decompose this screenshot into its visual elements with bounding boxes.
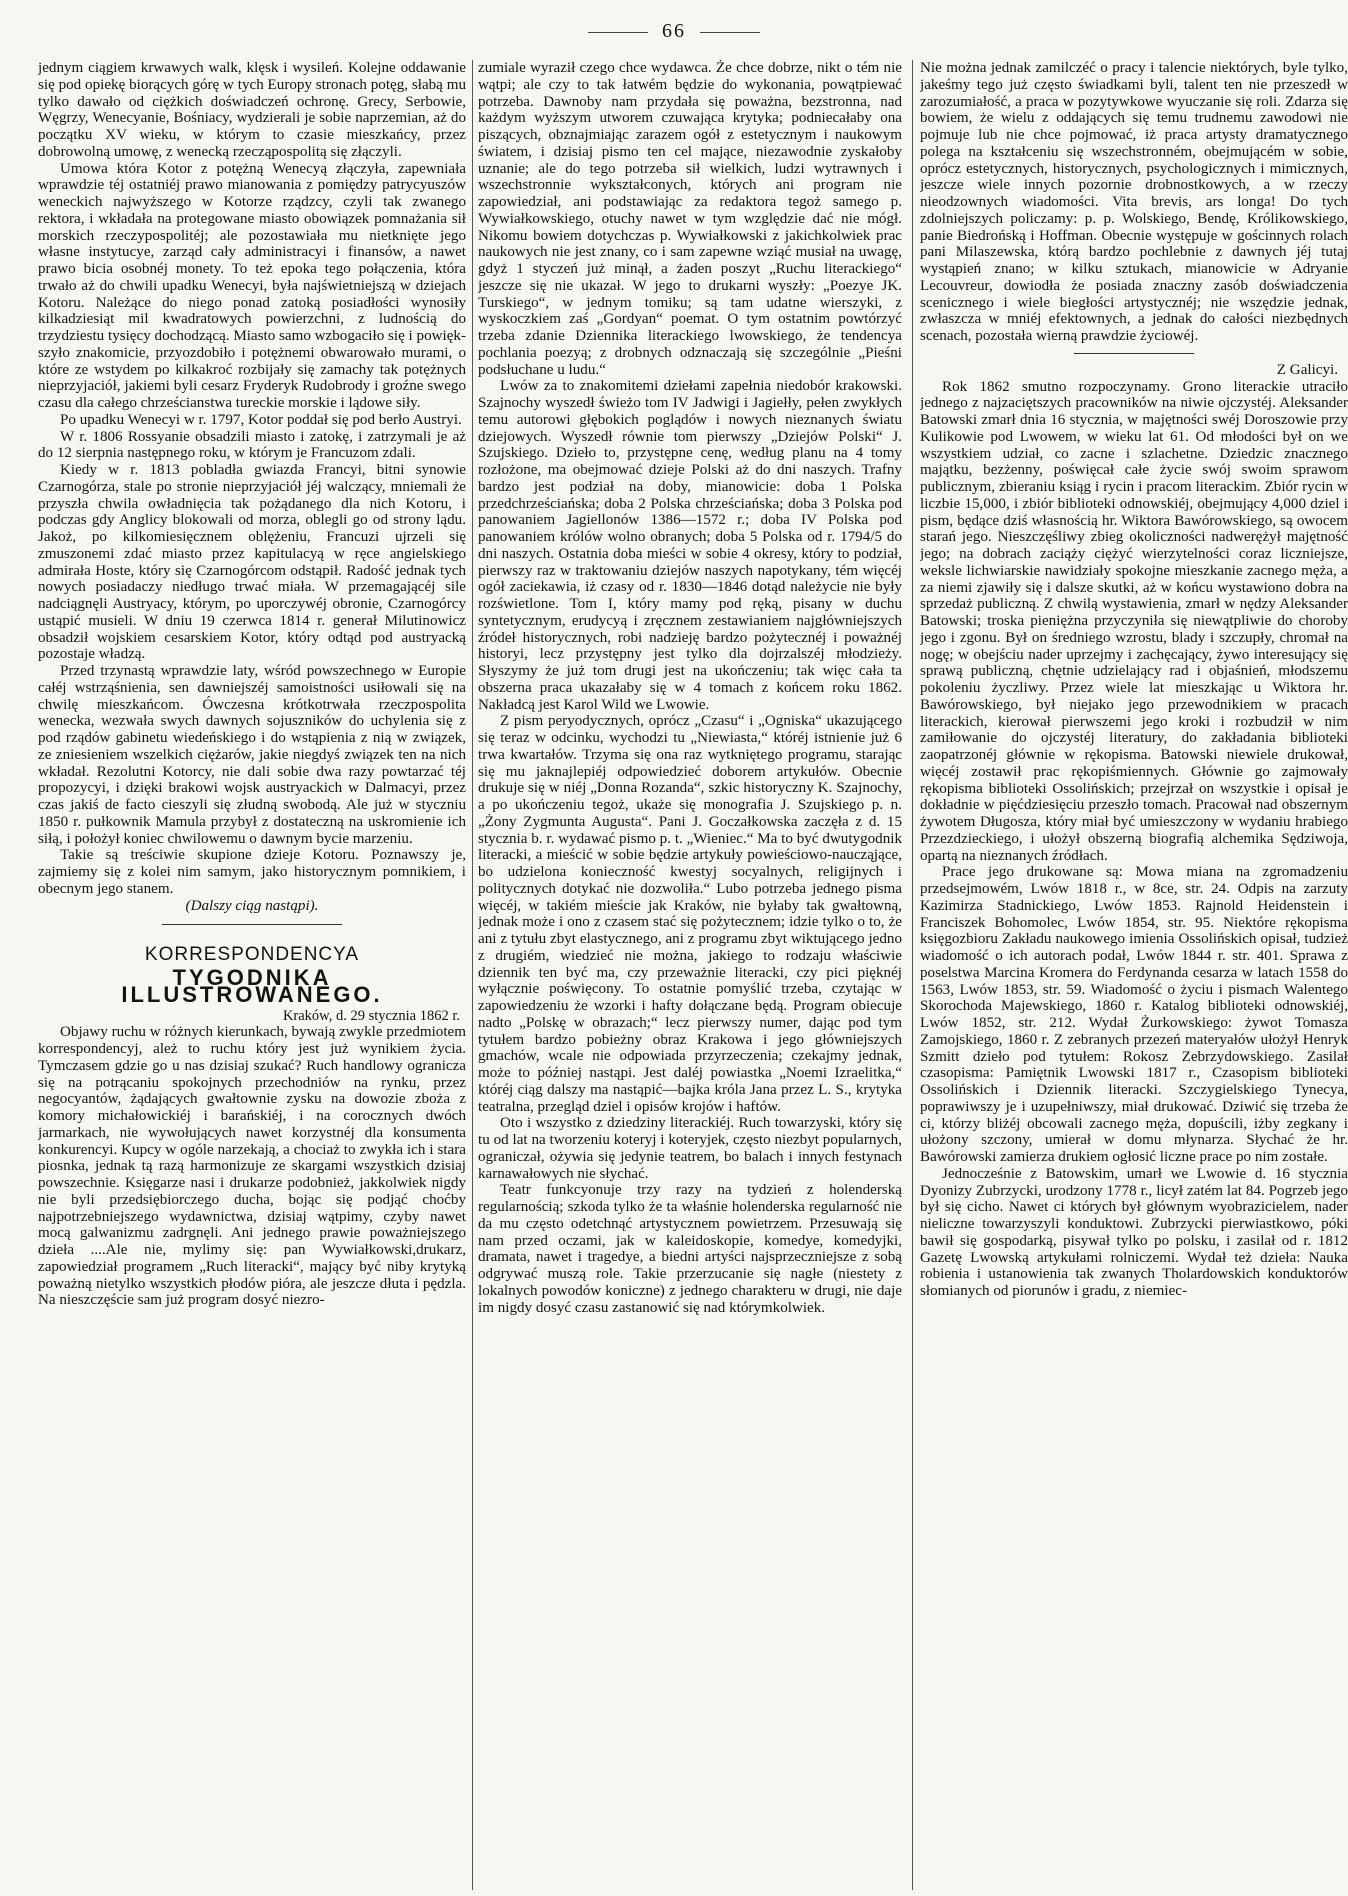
paragraph: Przed trzynastą wprawdzie laty, wśród powszechnego w Europie całéj wstrząśnienia, sen dawniejszéj samoistności usiłowali się na chwilę mieszkańcom. Ówczesna krótkotrwała rzeczpospolita wenecka, wezwała swych dawnych sojuszników do uchylenia się z pod rządów gabinetu wiedeńskiego i do wstąpienia z nią w związek, ze zniesieniem wszelkich ciężarów, jakie niegdyś związek ten na nich wkładał. Rezolutni Kotorcy, nie dali sobie dwa razy powtarzać téj propozycyi, i dzięki brakowi wojsk austryackich w Dalmacyi, przez czas jakiś de facto cieszyli się złudną swobodą. Ale już w styczniu 1850 r. pułkownik Mamula przybył z dostateczną na uskromienie ich siłą, i położył koniec chwilowemu o dawnym bycie marzeniu. bbox=[38, 663, 466, 847]
paragraph: Teatr funkcyonuje trzy razy na tydzień z holenderską regularnością; szkoda tylko że ta właśnie holenderska regularność nie da mu często odetchnąć artystycznem powietrzem. Przesuwają się nam przed oczami, jak w kaleidoskopie, komedye, komedyjki, dramata, nawet i tragedye, a biedni artyści najsprzeczniejsze z sobą odgrywać muszą role. Takie przerzucanie się nagłe (niestety z lokalnych powodów koniczne) z jednego charakteru w drugi, nie daje im nigdy dosyć czasu zastanowić się nad którymkolwiek. bbox=[478, 1182, 902, 1316]
paragraph: jednym ciągiem krwawych walk, klęsk i wysileń. Kolejne oddawanie się pod opiekę biorących górę w tych Europy stronach potęg, słabą mu tylko dawało od ciężkich doświadczeń ochronę. Grecy, Serbowie, Węgrzy, Wenecyanie, Bośniacy, wydzierali je sobie naprzemian, aż do początku XV wieku, w którym to czasie mieszkańcy, przez dobrowolną umowę, z wenecką rzecząpospolitą się złączyli. bbox=[38, 60, 466, 160]
column-2 bbox=[478, 60, 902, 1890]
section-divider bbox=[1074, 353, 1194, 354]
paragraph: W r. 1806 Rossyanie obsadzili miasto i zatokę, i zatrzymali je aż do 12 sierpnia następnego roku, w którym je Francuzom zdali. bbox=[38, 428, 466, 462]
dateline: Kraków, d. 29 stycznia 1862 r. bbox=[282, 1007, 460, 1024]
column-3 bbox=[920, 60, 1348, 1890]
paragraph: Z pism peryodycznych, oprócz „Czasu“ i „Ogniska“ ukazującego się teraz w odcinku, wychodzi tu „Niewiasta,“ któréj istnienie już 6 trwa kwartałów. Trzyma się ona raz wytkniętego programu, starając się mu jaknajlepiéj odpowiedzieć doborem artykułów. Obecnie drukuje się w niéj „Donna Rozanda“, szkic historyczny K. Szajnochy, a po ukończeniu tegoż, ukaże się monografia J. Szujskiego p. n. „Żony Zygmunta Augusta“. Pani J. Goczałkowska zaczęła z d. 15 stycznia b. r. wydawać pismo p. t. „Wieniec.“ Ma to być dwutygodnik literacki, a mieścić w sobie będzie artykuły powieściowo-naucząjące, bo udzielona konieczność kwestyj socyalnych, religijnych i politycznych dotykać nie dozwoliła.“ Lubo potrzeba jednego pisma więcéj, w takiém mieście jak Kraków, nie byłaby tak gwałtowną, jednak może i ono z czasem stać się pożytecznem; idzie tylko o to, że ani z tytułu zbyt elastycznego, ani z programu zbyt wiktującego jedno z drugiém, wiedzieć nie można, jakiego to rodzaju właściwie dziennik ten być ma, czy przeważnie literacki, czy pici pięknéj wyłącznie poświęcony. To ostatnie pomyślić trzeba, czytając w zapowiedzeniu że wzorki i hafty dołączane będą. Program obiecuje nadto „Polskę w obrazach;“ lecz pierwszy numer, dając pod tym tytułem bardzo pobieżny obraz Krakowa i jego główniejszych gmachów, wcale nie odpowiada przyrzeczenia; czekajmy jednak, może to później nastąpi. Jest daléj powiastka „Noemi Izraelitka,“ któréj ciąg dalszy ma nastąpić—bajka króla Jana przez L. S., krytyka teatralna, przegląd dziel i opisów krojów i haftów. bbox=[478, 713, 902, 1115]
section-title: KORRESPONDENCYA bbox=[144, 944, 360, 966]
paragraph: Kiedy w r. 1813 pobladła gwiazda Francyi, bitni synowie Czarnogórza, stale po stronie nieprzyjaciół jéj walczący, mniemali że przyszła chwila owładnięcia tak pożądanego dla nich Kotoru, i podczas gdy Anglicy blokowali od morza, oblegli go od strony lądu. Jakoż, po kilkomiesięcznem oblężeniu, Francuzi ujrzeli się zmuszonemi zdać miasto przez kapitulacyą w ręce angielskiego admirała Hoste, który się Czarnogórcom odstąpił. Radość jednak tych nowych posiadaczy niedługo trwać miała. W przemagającéj sile nadciągnęli Austryacy, którym, po uporczywéj obronie, Czarnogórcy ustąpić musieli. W dniu 19 czerwca 1814 r. generał Milutinowicz obsadził wojskiem cesarskiem Kotor, który odtąd pod austryacką pozostaje władzą. bbox=[38, 462, 466, 663]
page-number: 66 bbox=[0, 20, 1348, 43]
column-rule bbox=[912, 60, 913, 1890]
paragraph: Rok 1862 smutno rozpoczynamy. Grono literackie utraciło jednego z najzaciętszych pracowników na niwie ojczystéj. Aleksander Batowski zmarł dnia 16 stycznia, w majętności swéj Doroszowie przy Kulikowie pod Lwowem, w wieku lat 61. Od młodości był on we wszystkiem udział, co zacne i szlachetne. Dziedzic znacznego majątku, bezżenny, poświęcał całe życie swój swoim sprawom publicznym, zbieraniu ksiąg i rycin i pracom literackim. Zbiór rycin w liczbie 15,000, i zbiór biblioteki odnowskiéj, obejmujący 4,000 dziel i pism, będące dziś własnością hr. Wiktora Bawórowskiego, są owocem starań jego. Nieszczęśliwy zbieg okoliczności nadwerężył majętność jego; na dobrach zaciąży ciężyć wierzytelności coraz liczniejsze, weksle lichwiarskie nawidziały spokojne mieszkanie zacnego męża, a za niemi zjawiły się i dalsze skutki, aż w końcu wystawiono dobra na sprzedaż publiczną. Z chwilą wystawienia, zmarł w nędzy Aleksander Batowski; troska pieniężna przyczyniła się niewątpliwie do choroby jego i zgonu. Był on średniego wzrostu, blady i szczupły, chromał na nogę; w obejściu nader uprzejmy i zachęcający, żywo interesujący się sprawą publiczną, chętnie udzielający rad i objaśnień, młodszemu pokoleniu życzliwy. Przez wiele lat mieszkając u Wiktora hr. Bawórowskiego, był niejako jego przewodnikiem w pracach literackich, kierował pierwszemi jego kroki i rozbudził w nim zamiłowanie do ojczystéj literatury, do zakładania biblioteki zaopatrzonéj głównie w rękopisma. Batowski niewiele drukował, więcéj zostawił prac rękopiśmiennych. Głównie go zajmowały rękopisma biblioteki Ossolińskich; przejrzał on wszystkie i opisał je dokładnie w pięćdziesięciu przeszło tomach. Pracował nad obszernym żywotem Długosza, który miał być umieszczony w wydaniu hrabiego Przezdzieckiego, i ułożył obszerną biografią alchemika Sędziwoja, opartą na nieznanych źródłach. bbox=[920, 378, 1348, 864]
paragraph: Po upadku Wenecyi w r. 1797, Kotor poddał się pod berło Austryi. bbox=[60, 411, 462, 428]
dateline: Z Galicyi. bbox=[1276, 361, 1338, 378]
section-divider bbox=[162, 924, 342, 925]
paragraph: Lwów za to znakomitemi dziełami zapełnia niedobór krakowski. Szajnochy wyszedł świeżo tom IV Jadwigi i Jagiełły, pełen zwykłych temu autorowi głębokich poglądów i nowych nieznanych światu dziejowych. Wyszedł równie tom pierwszy „Dziejów Polski“ J. Szujskiego. Dzieło to, przystępne cenę, według planu na 4 tomy rozłożone, ma obejmować dzieje Polski aż do dni naszych. Trafny bardzo jest podział na doby, mianowicie: doba 1 Polska przedchrześciańska; doba 2 Polska chrześciańska; doba 3 Polska pod panowaniem Jagiellonów 1386—1572 r.; doba IV Polska pod panowaniem królów wolno obranych; doba 5 Polska od r. 1794/5 do dni naszych. Ostatnia doba mieści w sobie 4 okresy, który to podział, pierwszy raz w traktowaniu dziejów naszych napotykany, tém więcéj ogół zaciekawia, iż czasy od r. 1830—1846 dotąd należycie nie były rozświetlone. Tom I, który mamy pod ręką, pisany w duchu syntetycznym, erudycyą i zręcznem zestawianiem najgłówniejszych źródeł historycznych, robi nadzieję bardzo pożytecznéj i poważnéj historyi, lecz przystępny jest tylko dla dojrzalszéj młodzieży. Słyszymy że już tom drugi jest na ukończeniu; tak więc cała ta obszerna praca ukazałaby się w 4 tomach z końcem roku 1862. Nakładcą jest Karol Wild we Lwowie. bbox=[478, 378, 902, 713]
paragraph: Takie są treściwie skupione dzieje Kotoru. Poznawszy je, zajmiemy się z kolei nim samym, jako historycznym pomnikiem, i obecnym jego stanem. bbox=[38, 847, 466, 897]
paragraph: Nie można jednak zamilczéć o pracy i talencie niektórych, byle tylko, jakeśmy tego już często świadkami byli, talent ten nie przeszedł w zarozumiałość, a praca w pozytywkowe wyuczanie się roli. Zdarza się bowiem, że wielu z oddających się temu trudnemu zawodowi nie pojmuje lub nie chce pojmować, iż praca artysty dramatycznego polega na kształceniu się wszechstronném, obejmującém w sobie, oprócz estetycznych, historycznych, psychologicznych i mimicznych, jeszcze wiele innych pozornie drobnostkowych, a w rzeczy nieodzownych wiadomości. Vita brevis, ars longa! Do tych zdolniejszych policzamy: p. p. Wolskiego, Bendę, Królikowskiego, panie Biedrońską i Hoffman. Obecnie występuje w gościnnych rolach pani Milaszewska, którą bardzo pochlebnie z dawnych jéj tutaj wystąpień znano; w kilku sztukach, mianowicie w Adryanie Lecouvreur, dowiodła że posiada znaczny zasób doświadczenia scenicznego i wiele biegłości artystycznéj; nie wszędzie jednak, zwłaszcza w mniéj efektownych, a jednak do całości niezbędnych scenach, pozostała wierną prawdzie życiowéj. bbox=[920, 60, 1348, 344]
paragraph: zumiale wyraził czego chce wydawca. Że chce dobrze, nikt o tém nie wątpi; ale czy to tak łatwém będzie do wykonania, powątpiewać potrzeba. Dawnoby nam przydała się poważna, bezstronna, nad każdym wyższym utworem czuwająca krytyka; podniecałaby ona piszących, obznajmiając zarazem ogół z estetycznym i naukowym światem, i dzisiaj pismo ten cel mające, niezawodnie zyskałoby uznanie; ale do tego potrzeba sił wielkich, ludzi wytrawnych i wszechstronnie wykształconych, których ani program nie zapowiedział, ani podstawiając za redaktora tegoż samego p. Wywiałkowskiego, otuchy nawet w tym względzie dać nie mógł. Nikomu bowiem dotychczas p. Wywiałkowski z jakichkolwiek prac naukowych nie jest znany, co i sam zapewne wziąć musiał na uwagę, gdyż 1 styczeń już minął, a żaden poszyt „Ruchu literackiego“ jeszcze się nie ukazał. W jego to drukarni wyszły: „Poezye JK. Turskiego“, w jednym tomiku; są tam udatne wierszyki, z wyskoczkiem zaś „Gordyan“ poemat. O tym ostatnim powtórzyć trzeba zdanie Dziennika literackiego lwowskiego, że tendencya pochlania poezyą; z drobnych odznaczają się szczególnie „Pieśni podsłuchane u ludu.“ bbox=[478, 60, 902, 378]
column-1 bbox=[38, 60, 466, 1890]
paragraph: Oto i wszystko z dziedziny literackiéj. Ruch towarzyski, który się tu od lat na tworzeniu koteryj i koteryjek, często niezbyt popularnych, ograniczał, ożywia się jedynie teatrem, bo balach i innych festynach karnawałowych nie słychać. bbox=[478, 1115, 902, 1182]
paragraph: Jednocześnie z Batowskim, umarł we Lwowie d. 16 stycznia Dyonizy Zubrzycki, urodzony 1778 r., licył zatém lat 84. Pogrzeb jego był się cicho. Nawet ci których był głównym wyobrazicielem, nader nieliczne towarzyszyli konduktowi. Zubrzycki pierwiastkowo, póki bawił się gospodarką, pisywał tylko po polsku, i zasilał od r. 1812 Gazetę Lwowską artykułami rolniczemi. Wydał też dzieła: Nauka robienia i ustanowienia tak zwanych Tholardowskich konduktorów słomianych od piorunów i gradu, z niemiec- bbox=[920, 1165, 1348, 1299]
column-rule bbox=[472, 60, 473, 1890]
masthead-title: TYGODNIKA ILLUSTROWANEGO. bbox=[121, 965, 383, 1007]
paragraph: Umowa która Kotor z potężną Wenecyą złączyła, zapewniała wprawdzie téj ostatniéj prawo mianowania z pomiędzy patrycyuszów weneckich najwyższego w Kotorze rządzcy, czyli tak zwanego rektora, i wkładała na protegowane miasto obowiązek pomnażania sił morskich rzeczypospolitéj; ale pozostawiała mu nietknięte jego własne instytucye, zarząd cały administracyi i finansów, a nawet prawo bicia osobnéj monety. To też epoka tego połączenia, która trwało aż do chwili upadku Wenecyi, była najświetniejszą w dziejach Kotoru. Należące do niego ponad zatoką posiadłości wynosiły kilkadziesiąt mil kwadratowych powierzchni, z ludnością do trzydziestu tysięcy dochodzącą. Miasto samo wzbogaciło się i powiększyło znakomicie, przyozdobiło i potężnemi obwarowało murami, o które ze wstydem po kilkakroć rozbijały się zamachy tak potężnych nieprzyjaciół, jakiemi byli cesarz Fryderyk Rudobrody i groźne swego czasu dla całego chrześcianstwa tureckie morskie i lądowe siły. bbox=[38, 160, 466, 411]
paragraph: Prace jego drukowane są: Mowa miana na zgromadzeniu przedsejmowém, Lwów 1818 r., w 8ce, str. 24. Odpis na zarzuty Kazimirza Stadnickiego, Lwów 1853. Rajnold Heidenstein i Franciszek Bohomolec, Lwów 1854, str. 95. Niektóre rękopisma księgozbioru Zakładu naukowego imienia Ossolińskich opisał, tudzież wiadomość o ich autorach podał, Lwów 1844 r. str. 401. Sprawa z poselstwa Marcina Kromera do Ferdynanda cesarza w latach 1558 do 1563, Lwów 1853, str. 59. Wiadomość o życiu i pismach Walentego Skorochoda Majewskiego, 1860 r. Katalog biblioteki odnowskiéj, Lwów 1852, str. 212. Wydał Żurkowskiego: żywot Tomasza Zamojskiego, 1860 r. Z zebranych przezeń materyałów ułożył Henryk Szmitt dzieło pod tytułem: Rokosz Zebrzydowskiego. Zasilał czasopisma: Pamiętnik Lwowski 1817 r., Czasopism biblioteki Ossolińskich i Dziennik literacki. Szczygielskiego Tynecya, poprawiwszy je i uzupełniwszy, miał drukować. Dziwić się trzeba że ci, którzy bliżéj obcowali zacnego męża, dopuścili, iżby zegkany i ułożony szczony, umierał w domu młynarza. Słychać że hr. Bawórowski zamierza drukiem ogłosić liczne prace po nim zostałe. bbox=[920, 864, 1348, 1165]
paragraph: Objawy ruchu w różnych kierunkach, bywają zwykle przedmiotem korrespondencyj, ależ to ruchu który jest już wynikiem życia. Tymczasem gdzie go u nas dzisiaj szukać? Ruch handlowy ogranicza się na potrącaniu spokojnych przechodniów na rynku, przez negocyantów, żądających gwałtownie zysku na dowozie zboża z komory michałowickiéj i barańskiéj, i na corocznych dwóch jarmarkach, nie wywołujących nawet korzystnéj dla konsumenta konkurencyi. Kupcy w ogóle narzekają, a chociaż to zwykła ich i stara piosnka, jednak tą razą harmonizuje ze skargami wszystkich dzisiaj powszechnie. Księgarze nasi i drukarze podobnież, jakkolwiek nigdy nie byli przedsiębiorczego ducha, bojąc się podjąć choćby najpotrzebniejszego wydawnictwa, dzisiaj wątpimy, czyby nawet mocą galwanizmu zadrgnęli. Ani jednego prawie poważniejszego dzieła ....Ale nie, mylimy się: pan Wywiałkowski,drukarz, zapowiedział programem „Ruch literacki“, mający być niby krytyką poważną nietylko wszystkich płodów pióra, ale jeszcze dłuta i pędzla. Na nieszczęście sam już program dosyć niezro- bbox=[38, 1024, 466, 1309]
continuation-note: (Dalszy ciąg nastąpi). bbox=[185, 897, 319, 914]
